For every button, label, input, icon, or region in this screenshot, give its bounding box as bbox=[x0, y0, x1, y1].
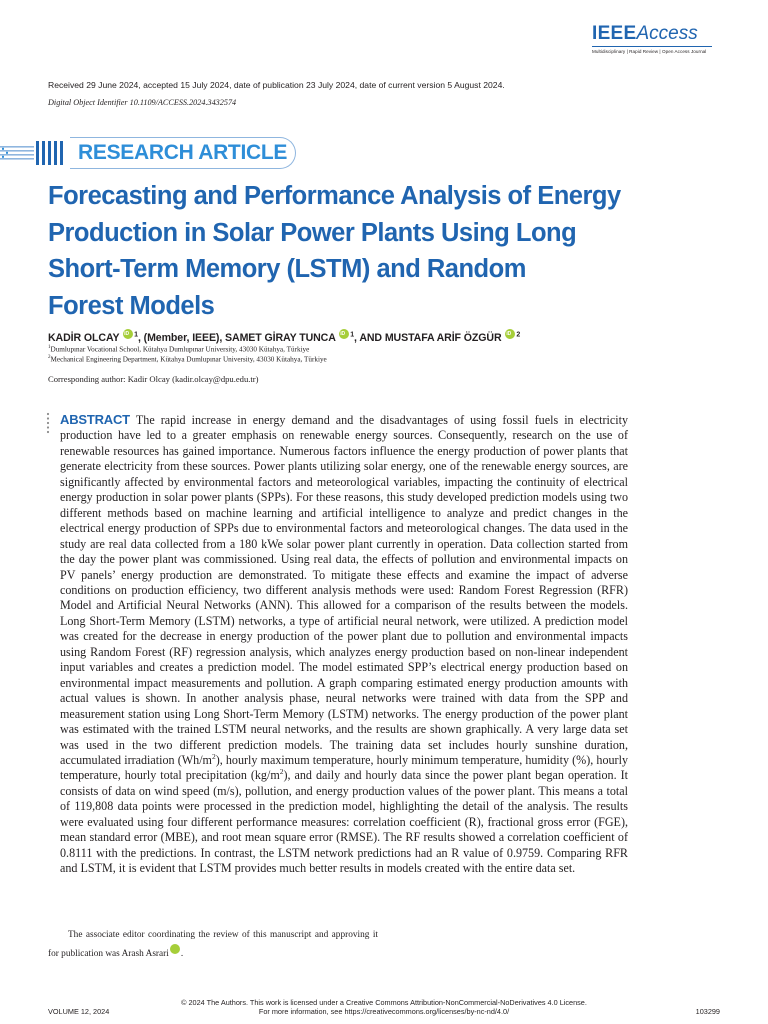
doi-line: Digital Object Identifier 10.1109/ACCESS.2024.3432574 bbox=[48, 98, 237, 107]
abstract-heading: ABSTRACT bbox=[60, 412, 130, 427]
volume-info: VOLUME 12, 2024 bbox=[48, 1007, 110, 1016]
associate-editor-text: The associate editor coordinating the review of this manuscript and approving it for publication was Arash Asrari bbox=[48, 930, 378, 959]
affiliation-text: Mechanical Engineering Department, Kütahya Dumlupınar University, 43030 Kütahya, Türkiye bbox=[50, 355, 327, 364]
orcid-icon[interactable] bbox=[123, 329, 133, 339]
affiliation-marker: 1 bbox=[134, 331, 138, 339]
paper-title bbox=[48, 178, 648, 324]
orcid-icon[interactable] bbox=[170, 944, 180, 954]
journal-logo bbox=[592, 24, 712, 54]
affiliation-number: 2 bbox=[48, 355, 51, 360]
affiliation-number: 1 bbox=[48, 345, 51, 350]
publication-history: Received 29 June 2024, accepted 15 July 2024, date of publication 23 July 2024, date of current version 5 August 2024. bbox=[48, 80, 505, 90]
affiliation-marker: 1 bbox=[350, 331, 355, 339]
orcid-icon[interactable] bbox=[505, 329, 515, 339]
abstract-text: The rapid increase in energy demand and the disadvantages of using fossil fuels in electricity production have led to a greater emphasis on renewable energy sources. Consequently, research on the use of renewable resources has gained importance. Numerous factors influence the energy production of power plants that generate electricity from these sources. Power plants utilizing solar energy, one of the renewable energy sources, are significantly affected by environmental factors and meteorological variables, impacting the continuity of electrical energy production in solar power plants (SPPs). For these reasons, this study developed prediction models using two different methods based on machine learning and artificial intelligence to analyze and predict changes in the electrical energy production of SPPs due to environmental factors and meteorological changes. The data used in the study are real data collected from a 180 kWe solar power plant currently in operation. Data collection started from the day the power plant was commissioned. Using real data, the effects of pollution and environmental impacts on PV panels’ energy production are demonstrated. To mitigate these effects and examine the impact of adverse conditions on production efficiency, two different analysis methods were used: Random Forest Regression (RFR) Model and Artificial Neural Networks (ANN). This allowed for a comparison of the results between the models. Long Short-Term Memory (LSTM) networks, a type of artificial neural network, were utilized. A prediction model was created for the decrease in energy production of the power plant due to pollution and environmental impacts using Random Forest (RF) regression analysis, which analyzes energy production based on non-linear independent input variables and creates a prediction model. The model estimated SPP’s electrical energy production based on environmental impact measurements and pollution. A graph comparing estimated energy production amounts with actual values is shown. In another analysis phase, neural networks were trained with data from the SPP and measurement station using Long Short-Term Memory (LSTM) networks. The energy production of the power plant was estimated with the trained LSTM neural networks, and the results are shown graphically. A very large data set was used in the two different prediction models. The training data set includes hourly sunshine duration, accumulated irradiation (Wh/m bbox=[60, 413, 628, 767]
logo-ieee-text: IEEE bbox=[592, 23, 637, 44]
license-link[interactable]: For more information, see https://creativecommons.org/licenses/by-nc-nd/4.0/ bbox=[258, 1007, 510, 1016]
article-type-label: RESEARCH ARTICLE bbox=[70, 137, 296, 169]
article-type-banner bbox=[0, 137, 288, 169]
title-line: Production in Solar Power Plants Using Long bbox=[48, 218, 577, 247]
author-separator: , AND bbox=[354, 332, 385, 344]
title-line: Forest Models bbox=[48, 291, 215, 320]
author-name[interactable]: SAMET GİRAY TUNCA bbox=[225, 332, 336, 344]
page-number: 103299 bbox=[695, 1007, 720, 1016]
author-name[interactable]: KADİR OLCAY bbox=[48, 332, 120, 344]
affiliation-marker: 2 bbox=[516, 331, 521, 339]
abstract bbox=[60, 412, 628, 877]
license-line: © 2024 The Authors. This work is licensed under a Creative Commons Attribution-NonCommercial-NoDerivatives 4.0 License. bbox=[181, 998, 587, 1007]
associate-editor-end: . bbox=[180, 949, 184, 959]
author-name[interactable]: MUSTAFA ARİF ÖZGÜR bbox=[384, 332, 502, 344]
superscript: 2 bbox=[211, 751, 216, 761]
banner-stripes-icon bbox=[0, 137, 72, 169]
abstract-dots-icon bbox=[46, 412, 50, 434]
affiliation bbox=[48, 355, 327, 363]
logo-access-text: Access bbox=[636, 23, 698, 44]
title-line: Short-Term Memory (LSTM) and Random bbox=[48, 255, 526, 283]
author-role: , (Member, IEEE), bbox=[137, 332, 226, 344]
associate-editor-note bbox=[48, 927, 378, 963]
abstract-text: ), and daily and hourly data since the power plant began operation. It consists of data on wind speed (m/s), pollution, and energy production values of the power plant. This means a total of 119,808 data points were processed in the prediction model, highlighting the detail of the analysis. The results were evaluated using four different performance measures: correlation coefficient (R), fractional gross error (FGE), mean standard error (MBE), and root mean square error (RMSE). The RF results showed a correlation coefficient of 0.8111 with the predictions. In contrast, the LSTM network predictions had an R value of 0.9759. Comparing RFR and LSTM, it is evident that LSTM provides much better results in models created with the entire data set. bbox=[60, 768, 628, 876]
title-line: Forecasting and Performance Analysis of Energy bbox=[48, 182, 621, 210]
corresponding-author: Corresponding author: Kadir Olcay (kadir.olcay@dpu.edu.tr) bbox=[48, 374, 259, 384]
logo-tagline: Multidisciplinary | Rapid Review | Open Access Journal bbox=[592, 49, 707, 54]
orcid-icon[interactable] bbox=[339, 329, 349, 339]
abstract-text: ), hourly maximum temperature, hourly minimum temperature, humidity (%), hourly temperature, hourly total precipitation (kg/m bbox=[60, 752, 628, 783]
superscript: 2 bbox=[279, 767, 284, 777]
logo-divider bbox=[592, 46, 712, 47]
affiliation-text: Dumlupınar Vocational School, Kütahya Dumlupınar University, 43030 Kütahya, Türkiye bbox=[50, 345, 310, 354]
author-list bbox=[48, 329, 520, 344]
affiliation bbox=[48, 345, 309, 353]
